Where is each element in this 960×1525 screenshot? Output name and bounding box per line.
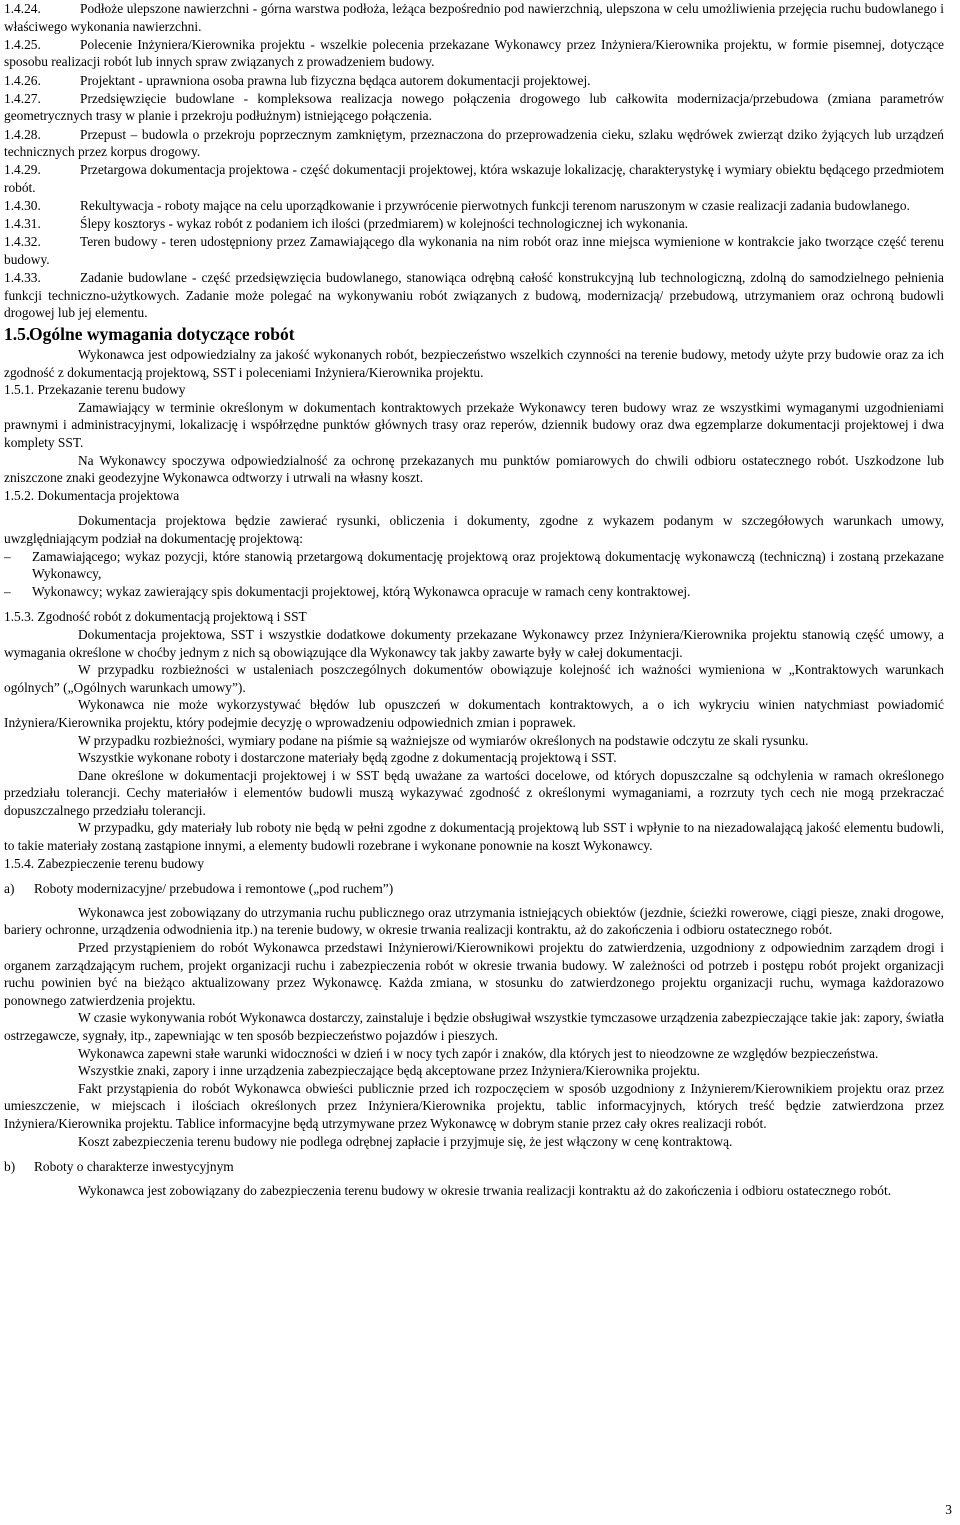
item-a-heading [4, 880, 944, 898]
definition-text: Rekultywacja - roboty mające na celu uporządkowanie i przywrócenie pierwotnych funkcji terenom naruszonym w czasie realizacji zadania budowlanego. [80, 198, 910, 214]
definition-item [4, 197, 944, 215]
list-item-text: Zamawiającego; wykaz pozycji, które stanowią przetargową dokumentację projektową oraz projektową dokumentację wykonawczą (techniczną) i zostaną przekazane Wykonawcy, [32, 548, 944, 582]
definition-text: Przedsięwzięcie budowlane - kompleksowa realizacja nowego połączenia drogowego lub całkowita modernizacja/przebudowa (zmiana parametrów geometrycznych trasy w planie i przekroju podłużnym) istniejącego połączenia. [4, 90, 944, 124]
paragraph: W przypadku rozbieżności, wymiary podane na piśmie są ważniejsze od wymiarów określonych na podstawie odczytu ze skali rysunku. [78, 732, 809, 748]
item-a-title: Roboty modernizacyjne/ przebudowa i remontowe („pod ruchem”) [34, 881, 394, 897]
definition-text: Teren budowy - teren udostępniony przez Zamawiającego dla wykonania na nim robót oraz inne miejsca wymienione w kontrakcie jako tworzące część terenu budowy. [4, 234, 944, 268]
subsection-3-title: 1.5.3. Zgodność robót z dokumentacją projektową i SST [4, 609, 307, 625]
paragraph: Dokumentacja projektowa, SST i wszystkie dodatkowe dokumenty przekazane Wykonawcy przez Inżyniera/Kierownika projektu stanowią część umowy, a wymagania określone w choćby jednym z nich są obowiązujące dla Wykonawcy tak jakby zawarte były w całej dokumentacji. [4, 626, 944, 660]
item-b-body [4, 1182, 944, 1200]
subsection-1-title: 1.5.1. Przekazanie terenu budowy [4, 382, 186, 398]
definition-item [4, 269, 944, 322]
definition-number: 1.4.27. [4, 90, 41, 106]
paragraph: W przypadku rozbieżności w ustaleniach poszczególnych dokumentów obowiązuje kolejność ich ważności wymieniona w „Kontraktowych warunkach ogólnych” („Ogólnych warunkach umowy”). [4, 662, 944, 695]
definition-number: 1.4.32. [4, 234, 41, 250]
section-intro: Wykonawca jest odpowiedzialny za jakość wykonanych robót, bezpieczeństwo wszelkich czynności na terenie budowy, metody użyte przy budowie oraz za ich zgodność z dokumentacją projektową, SST i poleceniami Inżyniera/Kierownika projektu. [4, 347, 944, 380]
definition-item [4, 215, 944, 233]
subsection-1-paragraph: Na Wykonawcy spoczywa odpowiedzialność za ochronę przekazanych mu punktów pomiarowych do chwili odbioru ostatecznego robót. Uszkodzone lub zniszczone znaki geodezyjne Wykonawca odtworzy i utrwali na własny koszt. [4, 452, 944, 486]
paragraph: Wszystkie wykonane roboty i dostarczone materiały będą zgodne z dokumentacją projektową i SST. [78, 750, 617, 766]
paragraph: Koszt zabezpieczenia terenu budowy nie podlega odrębnej zapłacie i przyjmuje się, że jest włączony w cenę kontraktową. [78, 1133, 733, 1149]
list-item [4, 548, 944, 583]
definition-number: 1.4.24. [4, 1, 41, 16]
section-number: 1.5. [4, 324, 31, 345]
definition-item [4, 161, 944, 196]
definition-text: Przetargowa dokumentacja projektowa - część dokumentacji projektowej, która wskazuje lokalizację, charakterystykę i wymiary obiektu będącego przedmiotem robót. [4, 162, 944, 195]
definition-text: Podłoże ulepszone nawierzchni - górna warstwa podłoża, leżąca bezpośrednio pod nawierzchnią, ulepszona w celu umożliwienia przejęcia ruchu budowlanego i właściwego wykonania nawierzchni. [4, 1, 944, 34]
definition-number: 1.4.31. [4, 216, 41, 232]
paragraph: Wykonawca jest zobowiązany do utrzymania ruchu publicznego oraz utrzymania istniejących obiektów (jezdnie, ścieżki rowerowe, ciągi piesze, znaki drogowe, bariery ochronne, urządzenia odwodnienia itp.) na terenie budowy, w okresie trwania realizacji kontraktu, aż do zakończenia i odbioru ostatecznego robót. [4, 904, 944, 938]
definition-number: 1.4.29. [4, 162, 41, 178]
paragraph: Fakt przystąpienia do robót Wykonawca obwieści publicznie przed ich rozpoczęciem w sposób uzgodniony z Inżynierem/Kierownikiem projektu oraz przez umieszczenie, w miejscach i ilościach określonych przez Inżyniera/Kierownika projektu, tablic informacyjnych, których treść będzie zatwierdzona przez Inżyniera/Kierownika projektu. Tablice informacyjne będą utrzymywane przez Wykonawcę w dobrym stanie przez cały okres realizacji robót. [4, 1080, 944, 1131]
paragraph: Dane określone w dokumentacji projektowej i w SST będą uważane za wartości docelowe, od których dopuszczalne są odchylenia w ramach określonego przedziału tolerancji. Cechy materiałów i elementów budowli muszą wykazywać zgodność z określonymi wymaganiami, a rozrzuty tych cech nie mogą przekraczać dopuszczalnego przedziału tolerancji. [4, 767, 944, 818]
paragraph: Wykonawca nie może wykorzystywać błędów lub opuszczeń w dokumentach kontraktowych, a o ich wykryciu winien natychmiast powiadomić Inżyniera/Kierownika projektu, który podejmie decyzję o wprowadzeniu odpowiednich zmian i poprawek. [4, 697, 944, 730]
definition-number: 1.4.25. [4, 36, 41, 52]
definition-item [4, 126, 944, 161]
page-number: 3 [945, 1502, 952, 1518]
list-item-text: Wykonawcy; wykaz zawierający spis dokumentacji projektowej, którą Wykonawca opracuje w ramach ceny kontraktowej. [32, 583, 691, 599]
dash-bullet: – [4, 583, 11, 599]
subsection-2-title: 1.5.2. Dokumentacja projektowa [4, 487, 180, 503]
dash-bullet: – [4, 548, 11, 564]
definition-item [4, 90, 944, 125]
section-heading [4, 323, 944, 346]
definition-text: Przepust – budowla o przekroju poprzecznym zamkniętym, przeznaczona do przeprowadzenia cieku, szlaku wędrówek zwierząt dziko żyjących lub urządzeń technicznych przez korpus drogowy. [4, 126, 944, 160]
list-item [4, 583, 944, 601]
item-a-letter: a) [4, 881, 15, 897]
item-b-heading [4, 1158, 944, 1176]
definition-number: 1.4.26. [4, 72, 41, 88]
subsection-4-title: 1.5.4. Zabezpieczenie terenu budowy [4, 855, 205, 871]
subsection-3-body [4, 626, 944, 855]
definition-item [4, 72, 944, 90]
definition-text: Zadanie budowlane - część przedsięwzięcia budowlanego, stanowiąca odrębną całość konstrukcyjną lub technologiczną, zdolną do samodzielnego pełnienia funkcji techniczno-użytkowych. Zadanie może polegać na wykonywaniu robót związanych z budową, modernizacją/ przebudową, utrzymaniem oraz ochroną budowli drogowej lub jej elementu. [4, 270, 944, 321]
section-title: Ogólne wymagania dotyczące robót [29, 324, 295, 345]
definition-number: 1.4.30. [4, 198, 41, 214]
paragraph: W przypadku, gdy materiały lub roboty nie będą w pełni zgodne z dokumentacją projektową lub SST i wpłynie to na niezadowalającą jakość elementu budowli, to takie materiały zostaną zastąpione innymi, a elementy budowli rozebrane i wykonane ponownie na koszt Wykonawcy. [4, 820, 944, 854]
definition-text: Ślepy kosztorys - wykaz robót z podaniem ich ilości (przedmiarem) w kolejności technologicznej ich wykonania. [80, 216, 688, 232]
subsection-2-paragraph: Dokumentacja projektowa będzie zawierać rysunki, obliczenia i dokumenty, zgodne z wykazem podanym w szczegółowych warunkach umowy, uwzględniającym podział na dokumentację projektową: [4, 513, 944, 546]
definition-text: Polecenie Inżyniera/Kierownika projektu - wszelkie polecenia przekazane Wykonawcy przez Inżyniera/Kierownika projektu, w formie pisemnej, dotyczące sposobu realizacji robót lub innych spraw związanych z prowadzeniem budowy. [4, 36, 944, 70]
paragraph: Wykonawca jest zobowiązany do zabezpieczenia terenu budowy w okresie trwania realizacji kontraktu aż do zakończenia i odbioru ostatecznego robót. [78, 1182, 892, 1198]
dash-list [4, 548, 944, 601]
paragraph: W czasie wykonywania robót Wykonawca dostarczy, zainstaluje i będzie obsługiwał wszystkie tymczasowe urządzenia zabezpieczające takie jak: zapory, światła ostrzegawcze, sygnały, itp., zapewniając w ten sposób bezpieczeństwo pojazdów i pieszych. [4, 1010, 944, 1043]
item-b-letter: b) [4, 1159, 16, 1175]
definition-item [4, 233, 944, 268]
definition-text: Projektant - uprawniona osoba prawna lub fizyczna będąca autorem dokumentacji projektowej. [80, 72, 591, 88]
definition-item [4, 36, 944, 71]
item-a-body [4, 904, 944, 1150]
item-b-title: Roboty o charakterze inwestycyjnym [34, 1159, 234, 1175]
paragraph: Wykonawca zapewni stałe warunki widoczności w dzień i w nocy tych zapór i znaków, dla których jest to nieodzowne ze względów bezpieczeństwa. [78, 1045, 879, 1061]
subsection-1-paragraph: Zamawiający w terminie określonym w dokumentach kontraktowych przekaże Wykonawcy teren budowy wraz ze wszystkimi wymaganymi uzgodnieniami prawnymi i administracyjnymi, lokalizację i współrzędne punktów głównych trasy oraz reperów, dziennik budowy oraz dwa egzemplarze dokumentacji projektowej i dwa komplety SST. [4, 399, 944, 450]
definitions-list [4, 0, 944, 322]
definition-number: 1.4.33. [4, 270, 41, 286]
definition-item [4, 0, 944, 35]
definition-number: 1.4.28. [4, 126, 41, 142]
paragraph: Wszystkie znaki, zapory i inne urządzenia zabezpieczające będą akceptowane przez Inżyniera/Kierownika projektu. [78, 1063, 700, 1079]
page-content [4, 0, 944, 1199]
paragraph: Przed przystąpieniem do robót Wykonawca przedstawi Inżynierowi/Kierownikowi projektu do zatwierdzenia, uzgodniony z odpowiednim zarządem drogi i organem zarządzającym ruchem, projekt organizacji ruchu i zabezpieczenia robót w okresie trwania budowy. W zależności od potrzeb i postępu robót projekt organizacji ruchu powinien być na bieżąco aktualizowany przez Wykonawcę. Każda zmiana, w stosunku do zatwierdzonego projektu organizacji ruchu, wymaga każdorazowo ponownego zatwierdzenia projektu. [4, 940, 944, 1008]
